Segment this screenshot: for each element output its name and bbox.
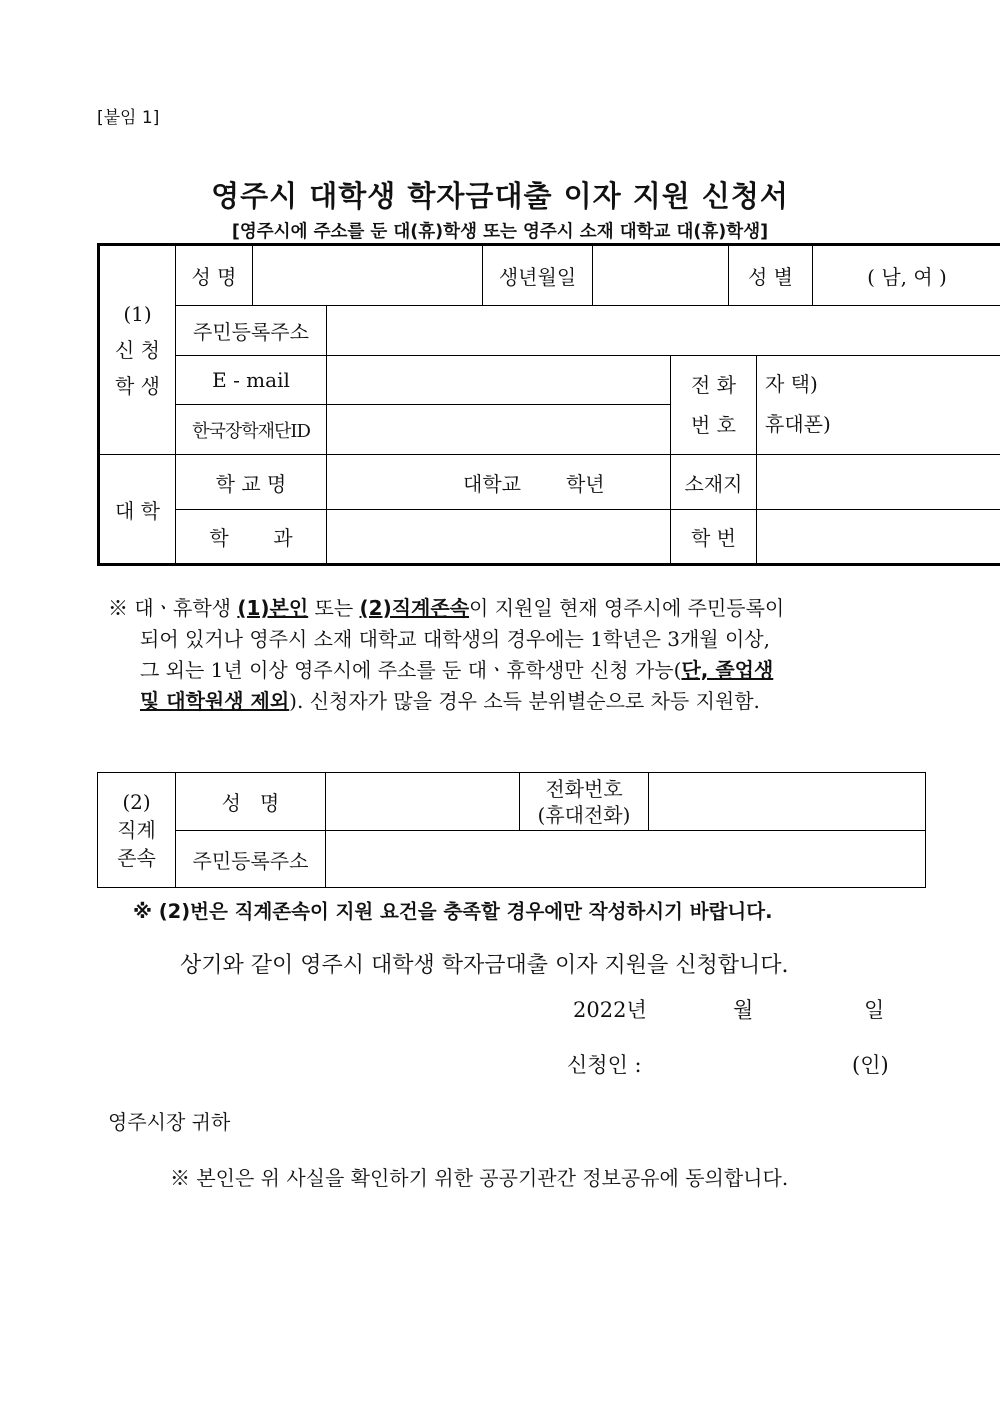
birth-field[interactable]	[593, 245, 729, 306]
name-label: 성 명	[176, 245, 253, 306]
university-section-label: 대 학	[99, 455, 176, 565]
attachment-label: [붙임 1]	[97, 108, 160, 128]
name-field[interactable]	[253, 245, 483, 306]
note-text: 대ㆍ휴학생	[128, 596, 238, 620]
date-day: 일	[864, 998, 885, 1022]
family-section-label	[98, 773, 176, 888]
location-label: 소재지	[671, 455, 757, 510]
eligibility-note-line-4	[108, 686, 784, 717]
applicant-section-number: (1)	[123, 302, 152, 326]
form-title: 영주시 대학생 학자금대출 이자 지원 신청서	[211, 179, 789, 213]
eligibility-note-line-3	[108, 655, 784, 686]
seal-mark: (인)	[852, 1053, 889, 1077]
eligibility-note	[108, 593, 784, 717]
mobile-phone-label: 휴대폰)	[765, 412, 831, 436]
school-name-field[interactable]	[327, 455, 671, 510]
kosaf-id-field[interactable]	[327, 405, 671, 455]
department-label: 학 과	[176, 510, 327, 565]
grade-suffix: 학년	[565, 471, 605, 496]
phone-fields[interactable]	[757, 356, 1000, 455]
family-phone-label	[520, 773, 649, 831]
email-field[interactable]	[327, 356, 671, 405]
family-phone-label-line-2: (휴대전화)	[537, 802, 631, 827]
applicant-section-label	[99, 245, 176, 455]
home-phone-label: 자 택)	[765, 372, 818, 396]
note-text: 또는	[308, 596, 360, 620]
student-number-field[interactable]	[757, 510, 1000, 565]
school-name-label: 학 교 명	[176, 455, 327, 510]
family-table	[97, 772, 926, 888]
address-label: 주민등록주소	[176, 306, 327, 356]
application-statement: 상기와 같이 영주시 대학생 학자금대출 이자 지원을 신청합니다.	[180, 953, 789, 978]
birth-label: 생년월일	[483, 245, 593, 306]
eligibility-note-line-2: 되어 있거나 영주시 소재 대학교 대학생의 경우에는 1학년은 3개월 이상,	[140, 627, 770, 651]
family-address-label: 주민등록주소	[176, 831, 326, 888]
note-text: 이 지원일 현재 영주시에 주민등록이	[469, 596, 785, 620]
email-label: E - mail	[176, 356, 327, 405]
date-month: 월	[733, 998, 754, 1022]
address-field[interactable]	[327, 306, 1000, 356]
family-phone-label-line-1: 전화번호	[545, 776, 623, 801]
date-year: 2022년	[573, 998, 647, 1022]
addressee: 영주시장 귀하	[108, 1110, 231, 1134]
family-phone-field[interactable]	[649, 773, 926, 831]
note-emphasis-self: (1)본인	[237, 596, 309, 620]
applicant-signature-label: 신청인 :	[567, 1053, 642, 1077]
consent-statement: ※ 본인은 위 사실을 확인하기 위한 공공기관간 정보공유에 동의합니다.	[170, 1166, 789, 1190]
phone-label-line-2: 번 호	[691, 413, 736, 437]
note-emphasis-family: (2)직계존속	[359, 596, 470, 620]
note-text: 그 외는 1년 이상 영주시에 주소를 둔 대ㆍ휴학생만 신청 가능(	[140, 658, 682, 682]
family-section-text-1: 직계	[117, 818, 156, 842]
family-address-field[interactable]	[326, 831, 926, 888]
family-name-field[interactable]	[326, 773, 520, 831]
location-field[interactable]	[757, 455, 1000, 510]
gender-label: 성 별	[729, 245, 813, 306]
note-emphasis-exclusion: 및 대학원생 제외	[140, 689, 290, 713]
applicant-section-text-2: 학 생	[115, 374, 160, 398]
family-section-number: (2)	[122, 790, 151, 814]
applicant-section-text-1: 신 청	[115, 338, 160, 362]
gender-field[interactable]: ( 남, 여 )	[813, 245, 1000, 306]
family-name-label: 성 명	[176, 773, 326, 831]
family-section-text-2: 존속	[117, 846, 156, 870]
applicant-table	[97, 243, 1000, 566]
eligibility-note-line-1	[108, 593, 784, 624]
department-field[interactable]	[327, 510, 671, 565]
phone-label-line-1: 전 화	[691, 373, 736, 397]
note-emphasis-exclusion: 단, 졸업생	[681, 658, 774, 682]
kosaf-id-label: 한국장학재단ID	[176, 405, 327, 455]
family-note: ※ (2)번은 직계존속이 지원 요건을 충족할 경우에만 작성하시기 바랍니다.	[133, 900, 773, 923]
note-text: ). 신청자가 많을 경우 소득 분위별순으로 차등 지원함.	[289, 689, 760, 713]
phone-label	[671, 356, 757, 455]
student-number-label: 학 번	[671, 510, 757, 565]
form-subtitle: [영주시에 주소를 둔 대(휴)학생 또는 영주시 소재 대학교 대(휴)학생]	[231, 222, 769, 242]
school-suffix: 대학교	[463, 471, 521, 496]
note-mark: ※	[108, 596, 128, 620]
